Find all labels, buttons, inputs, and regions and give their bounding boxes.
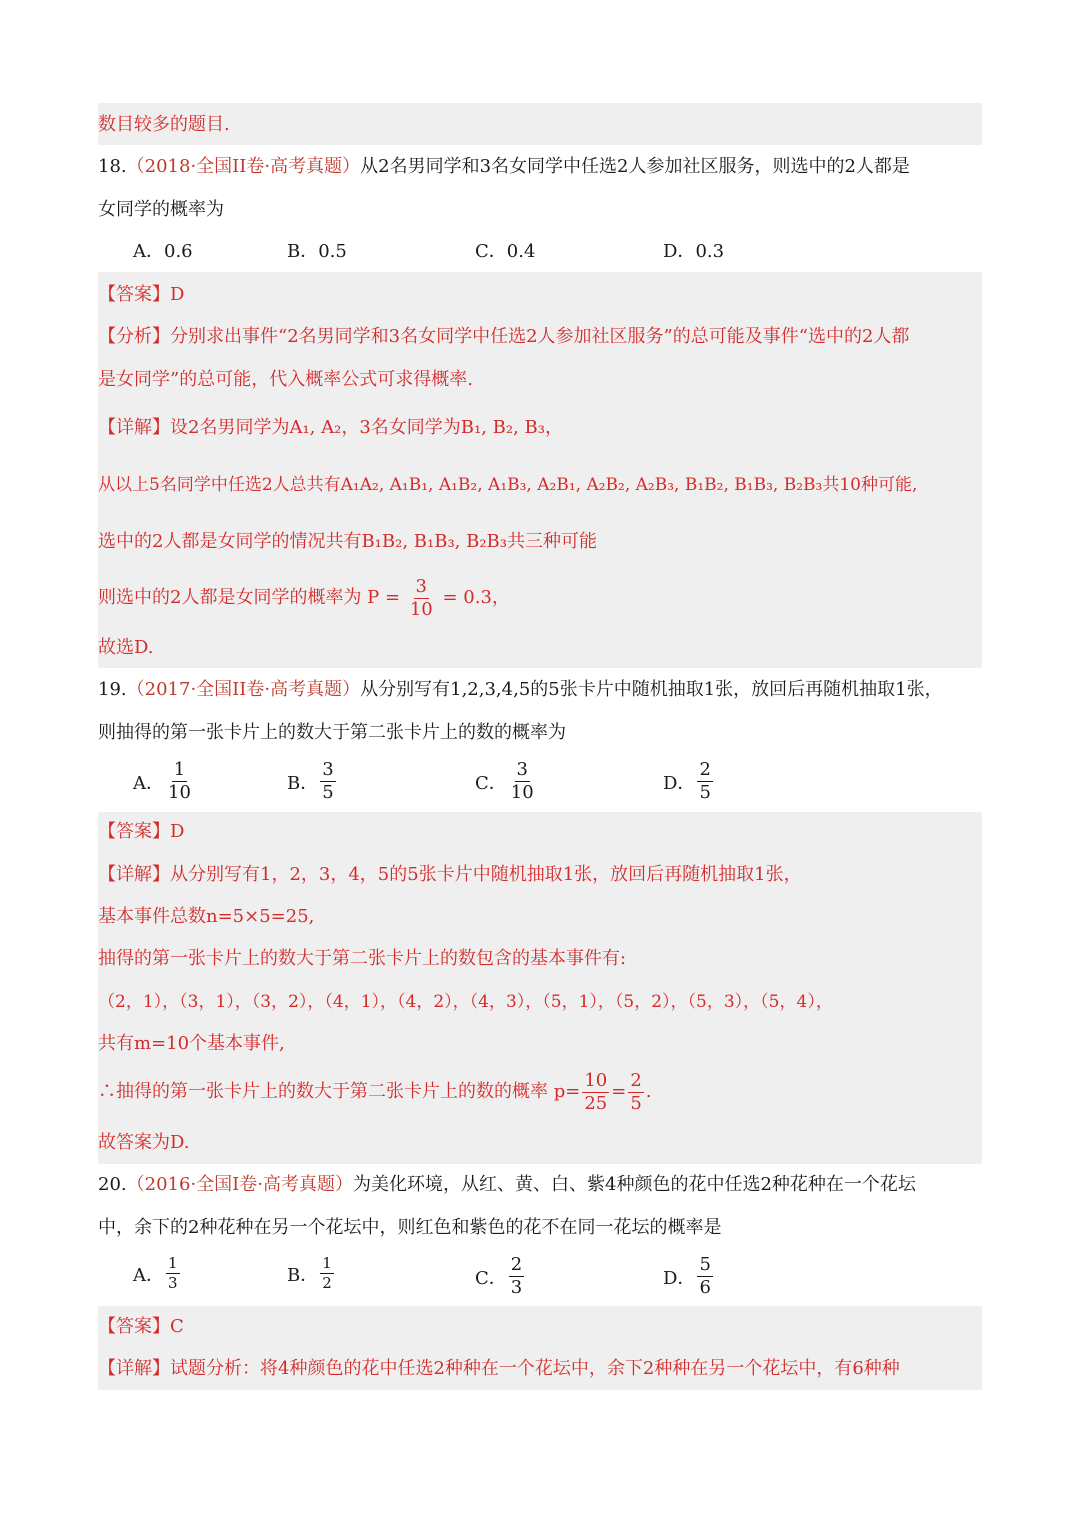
q20-stem-1: 为美化环境，从红、黄、白、紫4种颜色的花中任选2种花种在一个花坛 bbox=[353, 1174, 916, 1195]
q20-option-b: B． $\frac{1}{2}$ bbox=[287, 1254, 332, 1292]
q18-analysis-1: 【分析】分别求出事件“2名男同学和3名女同学中任选2人参加社区服务”的总可能及事件“选中的2人都 bbox=[98, 326, 910, 347]
q18-analysis-2: 是女同学”的总可能，代入概率公式可求得概率. bbox=[98, 369, 473, 390]
q19-source: （2017·全国II卷·高考真题） bbox=[126, 679, 361, 700]
q19-detail-4: （2，1），（3，1），（3，2），（4，1），（4，2），（4，3），（5，1），（5，2），（5，3），（5，4）， bbox=[98, 992, 833, 1012]
q18-stem-line-1 bbox=[98, 153, 910, 181]
q18-option-c: C．0.4 bbox=[475, 241, 536, 262]
q19-number: 19. bbox=[98, 679, 127, 700]
q18-detail-2: 从以上5名同学中任选2人总共有A₁A₂, A₁B₁, A₁B₂, A₁B₃, A₂B₁, A₂B₂, A₂B₃, B₁B₂, B₁B₃, B₂B₃共10种可能, bbox=[98, 475, 918, 495]
q18-detail-3: 选中的2人都是女同学的情况共有B₁B₂, B₁B₃, B₂B₃共三种可能 bbox=[98, 531, 597, 552]
q19-option-c: C． $\frac{3}{10}$ bbox=[475, 759, 534, 803]
q19-answer: 【答案】D bbox=[98, 821, 185, 842]
q20-option-d: D． $\frac{5}{6}$ bbox=[663, 1254, 711, 1298]
q18-answer: 【答案】D bbox=[98, 284, 185, 305]
q19-detail-6-prefix: ∴抽得的第一张卡片上的数大于第二张卡片上的数的概率 p= bbox=[98, 1081, 581, 1102]
q19-stem-line-1 bbox=[98, 676, 943, 704]
q19-detail-6: ∴抽得的第一张卡片上的数大于第二张卡片上的数的概率 p= $\frac{10}{25}$ = $\frac{2}{5}$ . bbox=[98, 1069, 652, 1114]
q19-detail-3: 抽得的第一张卡片上的数大于第二张卡片上的数包含的基本事件有: bbox=[98, 948, 627, 969]
q18-detail-4-prefix: 则选中的2人都是女同学的概率为 P = bbox=[98, 587, 401, 608]
q19-detail-1: 【详解】从分别写有1，2，3，4，5的5张卡片中随机抽取1张，放回后再随机抽取1张， bbox=[98, 864, 802, 885]
q19-detail-5: 共有m=10个基本事件, bbox=[98, 1033, 285, 1054]
q18-option-b: B．0.5 bbox=[287, 241, 347, 262]
q19-fraction-2: $\frac{2}{5}$ bbox=[630, 1069, 642, 1114]
q19-conclusion: 故答案为D. bbox=[98, 1132, 190, 1153]
prev-answer-tail: 数目较多的题目. bbox=[98, 114, 230, 135]
q19-option-b: B． $\frac{3}{5}$ bbox=[287, 759, 334, 803]
q19-option-a: A． $\frac{1}{10}$ bbox=[133, 759, 191, 803]
q20-stem-line-1 bbox=[98, 1171, 916, 1199]
q18-detail-1: 【详解】设2名男同学为A₁, A₂，3名女同学为B₁, B₂, B₃， bbox=[98, 417, 563, 438]
q19-detail-2: 基本事件总数n=5×5=25, bbox=[98, 906, 315, 927]
q20-number: 20. bbox=[98, 1174, 127, 1195]
q20-option-c: C． $\frac{2}{3}$ bbox=[475, 1254, 523, 1298]
q18-probability-fraction: $\frac{3}{10}$ bbox=[409, 575, 433, 620]
q18-conclusion: 故选D. bbox=[98, 637, 154, 658]
q20-detail-1: 【详解】试题分析：将4种颜色的花中任选2种种在一个花坛中，余下2种种在另一个花坛中，有6种种 bbox=[98, 1358, 900, 1379]
q18-source: （2018·全国II卷·高考真题） bbox=[126, 156, 361, 177]
q18-detail-4-suffix: = 0.3， bbox=[442, 587, 510, 608]
answer-block-prev bbox=[98, 103, 982, 145]
q19-stem-line-2: 则抽得的第一张卡片上的数大于第二张卡片上的数的概率为 bbox=[98, 722, 566, 743]
q20-stem-line-2: 中，余下的2种花种在另一个花坛中，则红色和紫色的花不在同一花坛的概率是 bbox=[98, 1217, 722, 1238]
q20-option-a: A． $\frac{1}{3}$ bbox=[133, 1254, 178, 1292]
q18-option-a: A．0.6 bbox=[133, 241, 193, 262]
q18-number: 18. bbox=[98, 156, 127, 177]
q19-stem-1: 从分别写有1,2,3,4,5的5张卡片中随机抽取1张，放回后再随机抽取1张， bbox=[360, 679, 943, 700]
q18-stem-line-2: 女同学的概率为 bbox=[98, 199, 224, 220]
q18-option-d: D．0.3 bbox=[663, 241, 725, 262]
q20-answer: 【答案】C bbox=[98, 1316, 184, 1337]
q18-stem-1: 从2名男同学和3名女同学中任选2人参加社区服务，则选中的2人都是 bbox=[360, 156, 910, 177]
q19-option-d: D． $\frac{2}{5}$ bbox=[663, 759, 711, 803]
q18-detail-4 bbox=[98, 576, 510, 620]
q20-source: （2016·全国I卷·高考真题） bbox=[126, 1174, 354, 1195]
q19-fraction-1: $\frac{10}{25}$ bbox=[584, 1069, 608, 1114]
